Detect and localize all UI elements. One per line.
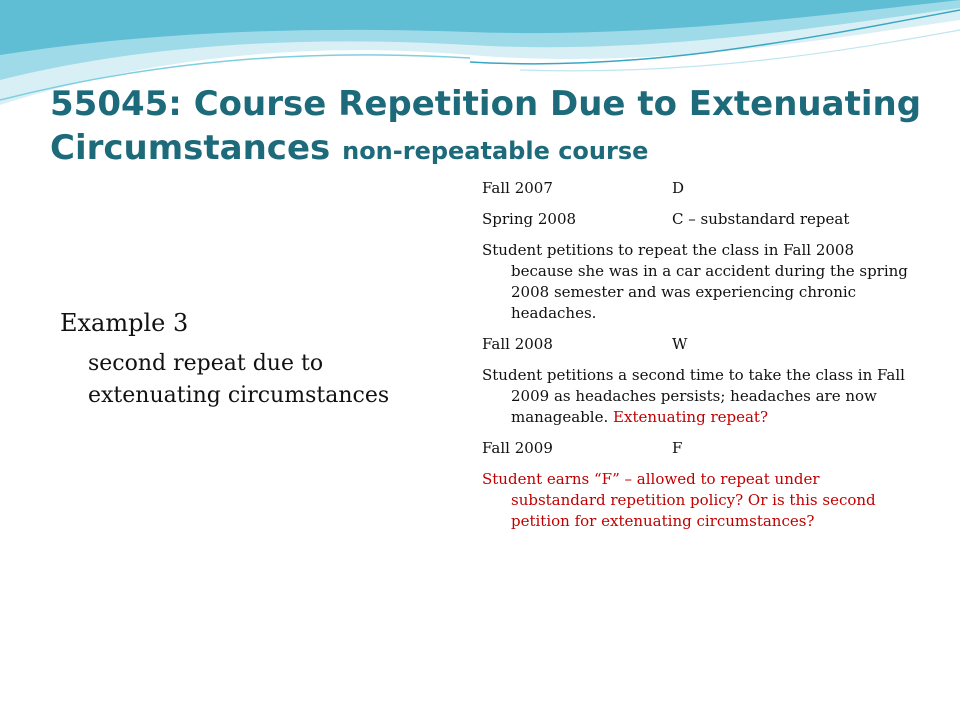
timeline-row-spring-2008 [482,209,912,230]
example-heading: Example 3 [60,309,189,337]
petition-second-text: Student petitions a second time to take the class in Fall 2009 as headaches persists; headaches are now manageable. [482,366,905,426]
timeline-row-fall-2009 [482,438,912,459]
example-description: second repeat due to extenuating circumstances [88,351,390,408]
term-label: Spring 2008 [482,210,577,228]
petition-first: Student petitions to repeat the class in Fall 2008 because she was in a car accident during the spring 2008 semester and was experiencing chronic headaches. [482,241,908,322]
slide-title [50,82,930,173]
grade-value: W [672,335,688,353]
example-panel [60,306,440,412]
timeline-panel [482,178,912,542]
slide-title-main: 55045: Course Repetition Due to Extenuating Circumstances [50,84,922,168]
slide-title-subtitle: non-repeatable course [342,137,649,165]
term-label: Fall 2009 [482,439,553,457]
petition-second-question: Extenuating repeat? [613,408,769,426]
petition-second [482,365,912,428]
timeline-row-fall-2008 [482,334,912,355]
timeline-row-fall-2007 [482,178,912,199]
term-label: Fall 2008 [482,335,553,353]
grade-value: D [672,179,685,197]
grade-value: C – substandard repeat [672,210,850,228]
term-label: Fall 2007 [482,179,553,197]
grade-value: F [672,439,683,457]
final-question: Student earns “F” – allowed to repeat under substandard repetition policy? Or is this second petition for extenuating circumstances? [482,470,876,530]
